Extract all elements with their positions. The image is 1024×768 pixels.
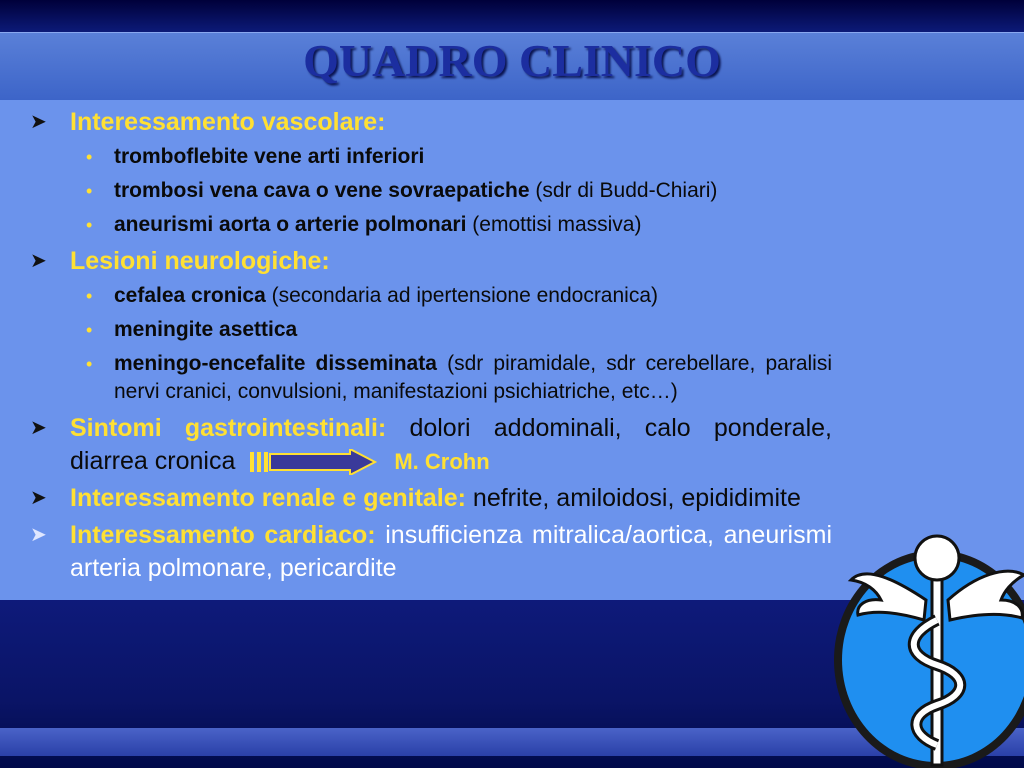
right-arrow-icon xyxy=(250,449,390,475)
list-item xyxy=(30,350,832,406)
dot-icon: • xyxy=(86,215,93,235)
item-bold: trombosi vena cava o vene sovraepatiche xyxy=(114,179,530,202)
item-bold: meningo-encefalite disseminata xyxy=(114,352,437,375)
list-item xyxy=(30,177,832,205)
list-item xyxy=(30,282,832,310)
arrowhead-icon: ➤ xyxy=(30,417,47,439)
item-bold: cefalea cronica xyxy=(114,284,266,307)
item-detail: (secondaria ad ipertensione endocranica) xyxy=(265,284,659,307)
list-item xyxy=(30,316,832,344)
item-bold: meningite asettica xyxy=(114,318,298,341)
caduceus-logo-icon xyxy=(826,520,1024,768)
section-vascular xyxy=(30,106,832,139)
arrowhead-icon: ➤ xyxy=(30,111,47,133)
section-heading: Interessamento cardiaco: xyxy=(70,521,376,549)
dot-icon: • xyxy=(86,354,93,374)
section-cardiac xyxy=(30,519,832,585)
arrowhead-icon: ➤ xyxy=(30,524,47,546)
list-item xyxy=(30,211,832,239)
list-item xyxy=(30,143,832,171)
crohn-label: M. Crohn xyxy=(394,449,490,474)
section-heading: Interessamento vascolare: xyxy=(70,108,386,136)
slide-content xyxy=(30,106,832,589)
dot-icon: • xyxy=(86,286,93,306)
section-gastrointestinal xyxy=(30,412,832,478)
section-heading: Interessamento renale e genitale: xyxy=(70,484,466,512)
item-detail: (emottisi massiva) xyxy=(466,213,642,236)
section-renal xyxy=(30,482,832,515)
section-neurological xyxy=(30,245,832,278)
dot-icon: • xyxy=(86,320,93,340)
arrowhead-icon: ➤ xyxy=(30,487,47,509)
page-title: QUADRO CLINICO xyxy=(303,35,721,86)
section-text: dolori addominali, calo ponderale, diarrea cronica xyxy=(70,414,832,475)
item-bold: aneurismi aorta o arterie polmonari xyxy=(114,213,467,236)
top-background xyxy=(0,0,1024,32)
section-heading: Sintomi gastrointestinali: xyxy=(70,414,387,442)
section-heading: Lesioni neurologiche: xyxy=(70,247,330,275)
section-text: nefrite, amiloidosi, epididimite xyxy=(465,484,801,512)
dot-icon: • xyxy=(86,181,93,201)
item-detail: (sdr di Budd-Chiari) xyxy=(529,179,718,202)
item-bold: tromboflebite vene arti inferiori xyxy=(114,145,425,168)
item-detail: (sdr piramidale, sdr cerebellare, paralisi nervi cranici, convulsioni, manifestazioni psichiatriche, etc…) xyxy=(114,352,833,403)
section-text: insufficienza mitralica/aortica, aneurismi arteria polmonare, pericardite xyxy=(70,521,832,582)
arrowhead-icon: ➤ xyxy=(30,250,47,272)
dot-icon: • xyxy=(86,147,93,167)
